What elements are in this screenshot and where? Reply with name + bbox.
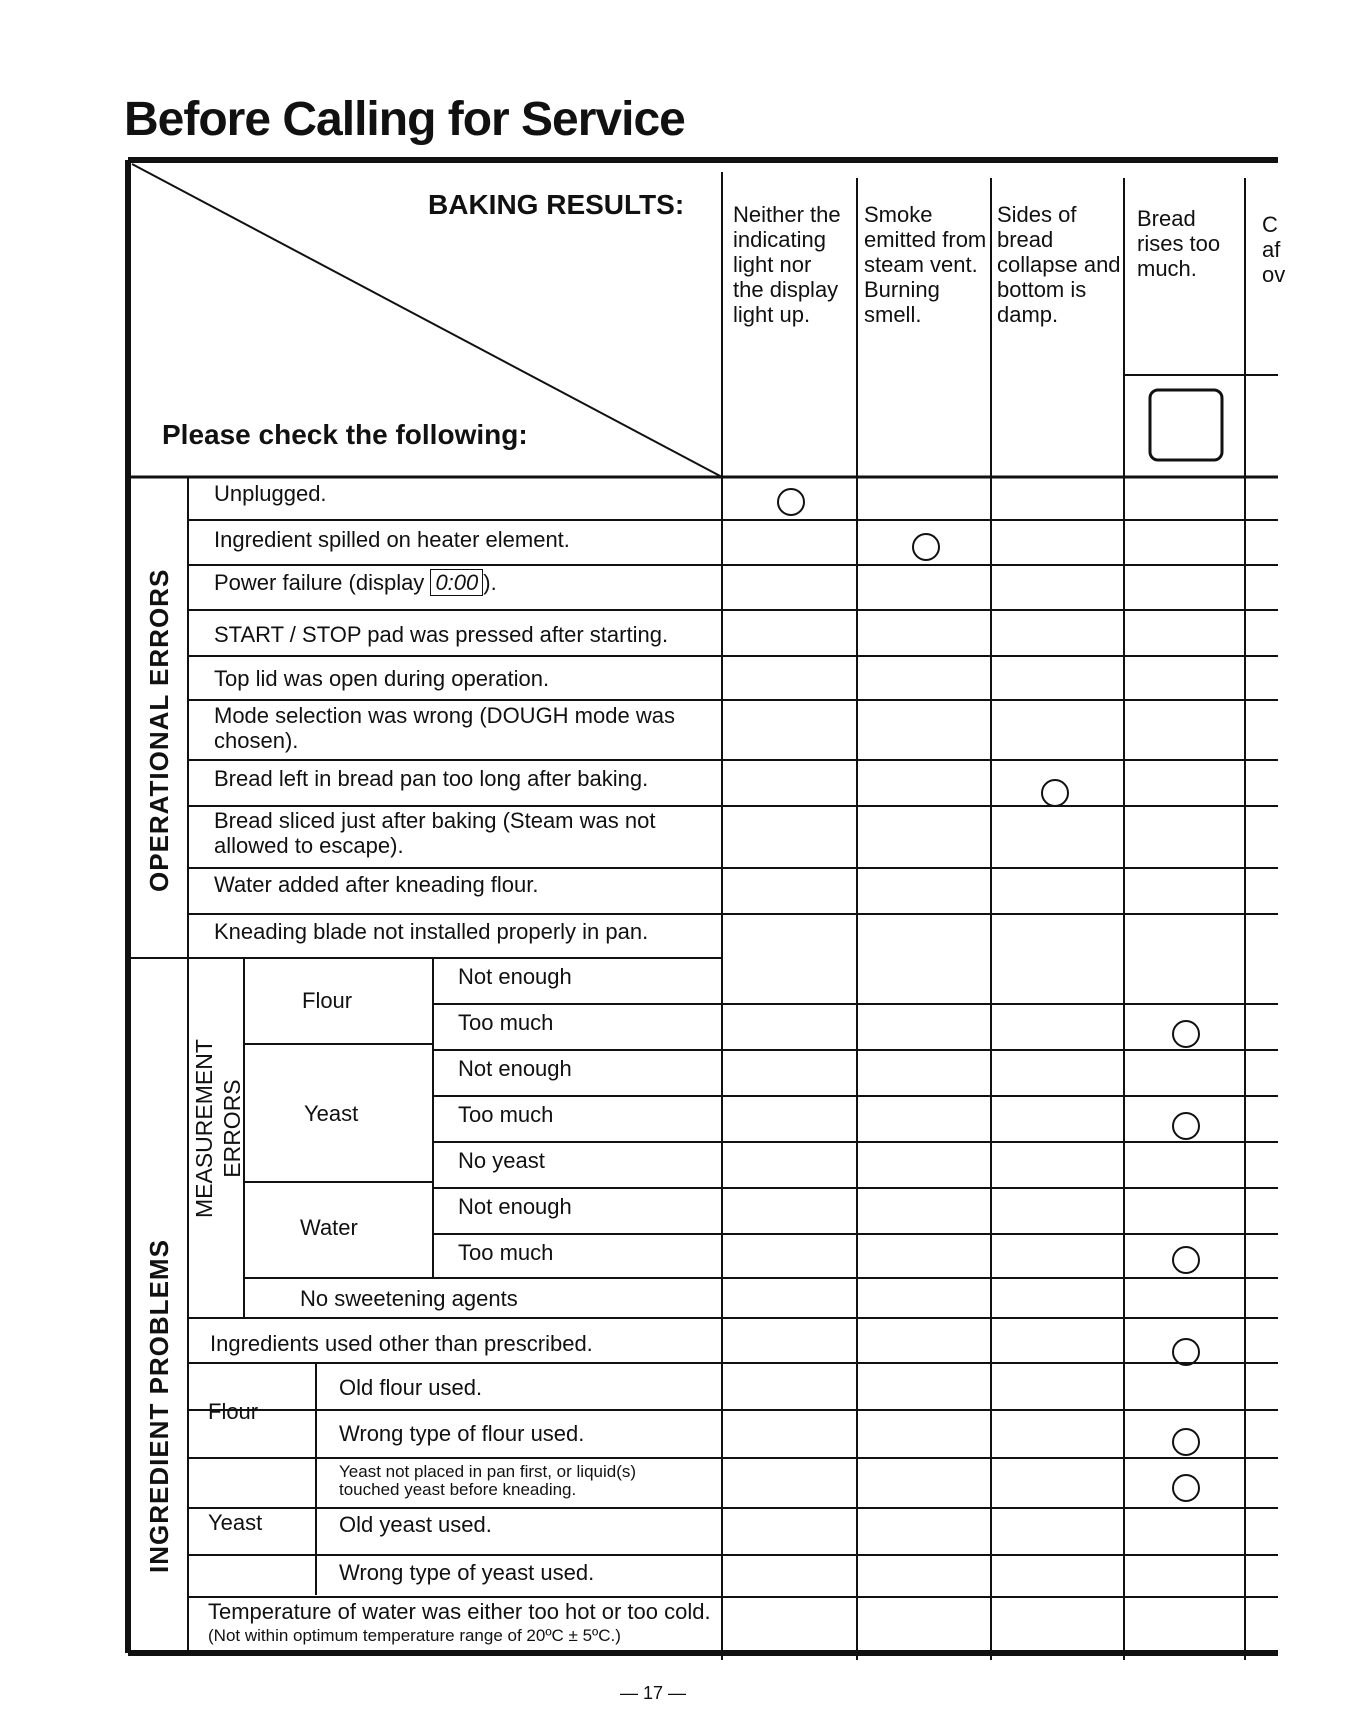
bread-icon: [1150, 390, 1222, 460]
header-grid: [722, 172, 1245, 1660]
check-mark: [1172, 1246, 1200, 1274]
check-mark: [1041, 779, 1069, 807]
check-mark: [1172, 1474, 1200, 1502]
result-header-rises-too-much: Bread rises too much.: [1137, 206, 1221, 281]
ing-group-yeast: Yeast: [208, 1510, 263, 1535]
op-row-start-stop: START / STOP pad was pressed after starting.: [214, 622, 669, 647]
meas-row: Not enough: [458, 1194, 572, 1219]
table-frame: [128, 160, 1278, 1653]
result-header-no-light: Neither the indicating light nor the display light up.: [733, 202, 841, 327]
check-mark: [1172, 1020, 1200, 1048]
result-header-cut-off: C af ov: [1262, 212, 1286, 287]
ing-row-old-flour: Old flour used.: [339, 1375, 483, 1400]
ing-row-wrong-yeast: Wrong type of yeast used.: [339, 1560, 595, 1585]
meas-row: Not enough: [458, 1056, 572, 1081]
ing-group-flour: Flour: [208, 1399, 259, 1424]
ingredient-problems-label: INGREDIENT PROBLEMS: [144, 1239, 174, 1573]
meas-row: Not enough: [458, 964, 572, 989]
result-header-sides-collapse: Sides of bread collapse and bottom is damp.: [997, 202, 1121, 327]
check-following-label: Please check the following:: [162, 419, 528, 450]
op-row-lid-open: Top lid was open during operation.: [214, 666, 550, 691]
ing-row-temperature-note: (Not within optimum temperature range of 20ºC ± 5ºC.): [208, 1626, 621, 1645]
meas-row-no-sweetening: No sweetening agents: [300, 1286, 518, 1311]
display-readout: 0:00: [430, 569, 483, 596]
op-row-mode-wrong: Mode selection was wrong (DOUGH mode was chosen).: [214, 703, 675, 753]
meas-group-yeast: Yeast: [304, 1101, 359, 1126]
meas-group-water: Water: [300, 1215, 358, 1240]
check-mark: [1172, 1428, 1200, 1456]
check-mark: [912, 533, 940, 561]
ing-row-temperature: Temperature of water was either too hot or too cold.: [208, 1599, 711, 1624]
ing-row-yeast-placement: Yeast not placed in pan first, or liquid(s) touched yeast before kneading.: [339, 1462, 637, 1499]
meas-row: Too much: [458, 1102, 554, 1127]
baking-results-label: BAKING RESULTS:: [428, 189, 685, 220]
op-row-sliced-early: Bread sliced just after baking (Steam was not allowed to escape).: [214, 808, 656, 858]
page-title: Before Calling for Service: [124, 93, 685, 146]
meas-row: Too much: [458, 1240, 554, 1265]
meas-row: Too much: [458, 1010, 554, 1035]
operational-errors-label: OPERATIONAL ERRORS: [144, 568, 174, 892]
ing-row-wrong-flour: Wrong type of flour used.: [339, 1421, 585, 1446]
result-header-smoke: Smoke emitted from steam vent. Burning smell.: [864, 202, 987, 327]
page-number: — 17 —: [620, 1683, 687, 1703]
op-row-unplugged: Unplugged.: [214, 481, 327, 506]
op-row-water-added: Water added after kneading flour.: [214, 872, 539, 897]
meas-group-flour: Flour: [302, 988, 353, 1013]
op-row-spilled: Ingredient spilled on heater element.: [214, 527, 570, 552]
op-row-left-in-pan: Bread left in bread pan too long after baking.: [214, 766, 649, 791]
check-mark: [777, 488, 805, 516]
ing-row-other: Ingredients used other than prescribed.: [210, 1331, 593, 1356]
op-row-power-failure: Power failure (display 0:00 ).: [214, 570, 497, 595]
op-row-kneading-blade: Kneading blade not installed properly in pan.: [214, 919, 649, 944]
ing-row-old-yeast: Old yeast used.: [339, 1512, 492, 1537]
measurement-errors-label: MEASUREMENT ERRORS: [191, 1039, 245, 1218]
check-mark: [1172, 1112, 1200, 1140]
check-mark: [1172, 1338, 1200, 1366]
meas-row: No yeast: [458, 1148, 545, 1173]
